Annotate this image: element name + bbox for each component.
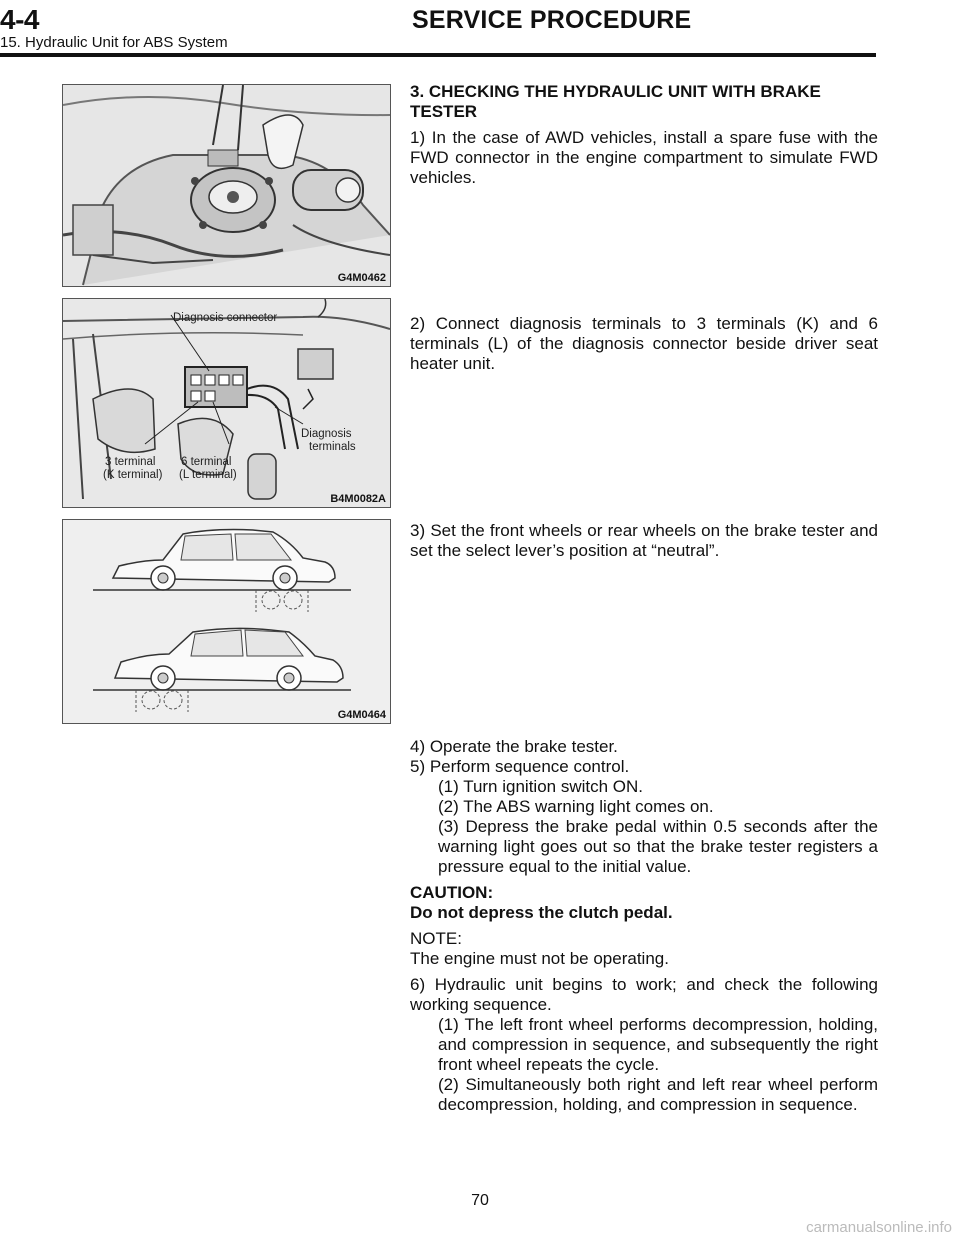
- diagnosis-connector-illustration: [63, 299, 390, 507]
- figure-id: G4M0462: [337, 272, 386, 284]
- step-6: 6) Hydraulic unit begins to work; and check the following working sequence.: [410, 975, 878, 1014]
- note-label: NOTE:: [410, 929, 462, 948]
- watermark: carmanualsonline.info: [806, 1219, 952, 1236]
- steps-4-6-block: [410, 737, 878, 1115]
- step-6-1: (1) The left front wheel performs decompression, holding, and compression in sequence, and subsequently the right front wheel repeats the cycle.: [438, 1015, 878, 1074]
- step-3-block: [410, 521, 878, 561]
- brake-tester-illustration: [63, 520, 390, 723]
- step-1: 1) In the case of AWD vehicles, install a spare fuse with the FWD connector in the engine compartment to simulate FWD vehicles.: [410, 128, 878, 187]
- label-diagnosis-connector: Diagnosis connector: [173, 312, 278, 324]
- section-heading: 3. CHECKING THE HYDRAULIC UNIT WITH BRAKE: [410, 82, 821, 101]
- engine-compartment-illustration: [63, 85, 390, 286]
- label-3-terminal-1: 3 terminal: [105, 456, 156, 468]
- step-5-3: (3) Depress the brake pedal within 0.5 seconds after the warning light goes out so that the brake tester registers a pressure equal to the initial value.: [438, 817, 878, 876]
- figure-diagnosis-connector: [62, 298, 391, 508]
- step-4: 4) Operate the brake tester.: [410, 737, 618, 756]
- step-2: 2) Connect diagnosis terminals to 3 terminals (K) and 6 terminals (L) of the diagnosis connector beside driver seat heater unit.: [410, 314, 878, 373]
- label-6-terminal-2: (L terminal): [179, 469, 237, 481]
- figure-engine-compartment: [62, 84, 391, 287]
- figure-brake-tester: [62, 519, 391, 724]
- label-6-terminal-1: 6 terminal: [181, 456, 232, 468]
- section-heading-block: [410, 82, 878, 188]
- step-6-2: (2) Simultaneously both right and left rear wheel perform decompression, holding, and compression in sequence.: [438, 1075, 878, 1114]
- step-2-block: [410, 314, 878, 374]
- step-5-2: (2) The ABS warning light comes on.: [438, 797, 714, 816]
- figure-id: B4M0082A: [330, 493, 386, 505]
- label-diagnosis-terminals-2: terminals: [309, 441, 356, 453]
- caution-text: Do not depress the clutch pedal.: [410, 903, 673, 922]
- note-text: The engine must not be operating.: [410, 949, 669, 968]
- page-number: 70: [471, 1192, 489, 1209]
- section-subtitle: 15. Hydraulic Unit for ABS System: [0, 34, 228, 51]
- label-diagnosis-terminals-1: Diagnosis: [301, 428, 352, 440]
- section-heading-cont: TESTER: [410, 102, 478, 121]
- step-5-1: (1) Turn ignition switch ON.: [438, 777, 644, 796]
- section-number: 4-4: [0, 4, 39, 35]
- step-5: 5) Perform sequence control.: [410, 757, 630, 776]
- step-3: 3) Set the front wheels or rear wheels on the brake tester and set the select lever’s position at “neutral”.: [410, 521, 878, 560]
- caution-label: CAUTION:: [410, 883, 494, 902]
- label-3-terminal-2: (K terminal): [103, 469, 163, 481]
- figure-id: G4M0464: [337, 709, 386, 721]
- header-rule: [0, 53, 876, 57]
- page-title: SERVICE PROCEDURE: [412, 6, 692, 34]
